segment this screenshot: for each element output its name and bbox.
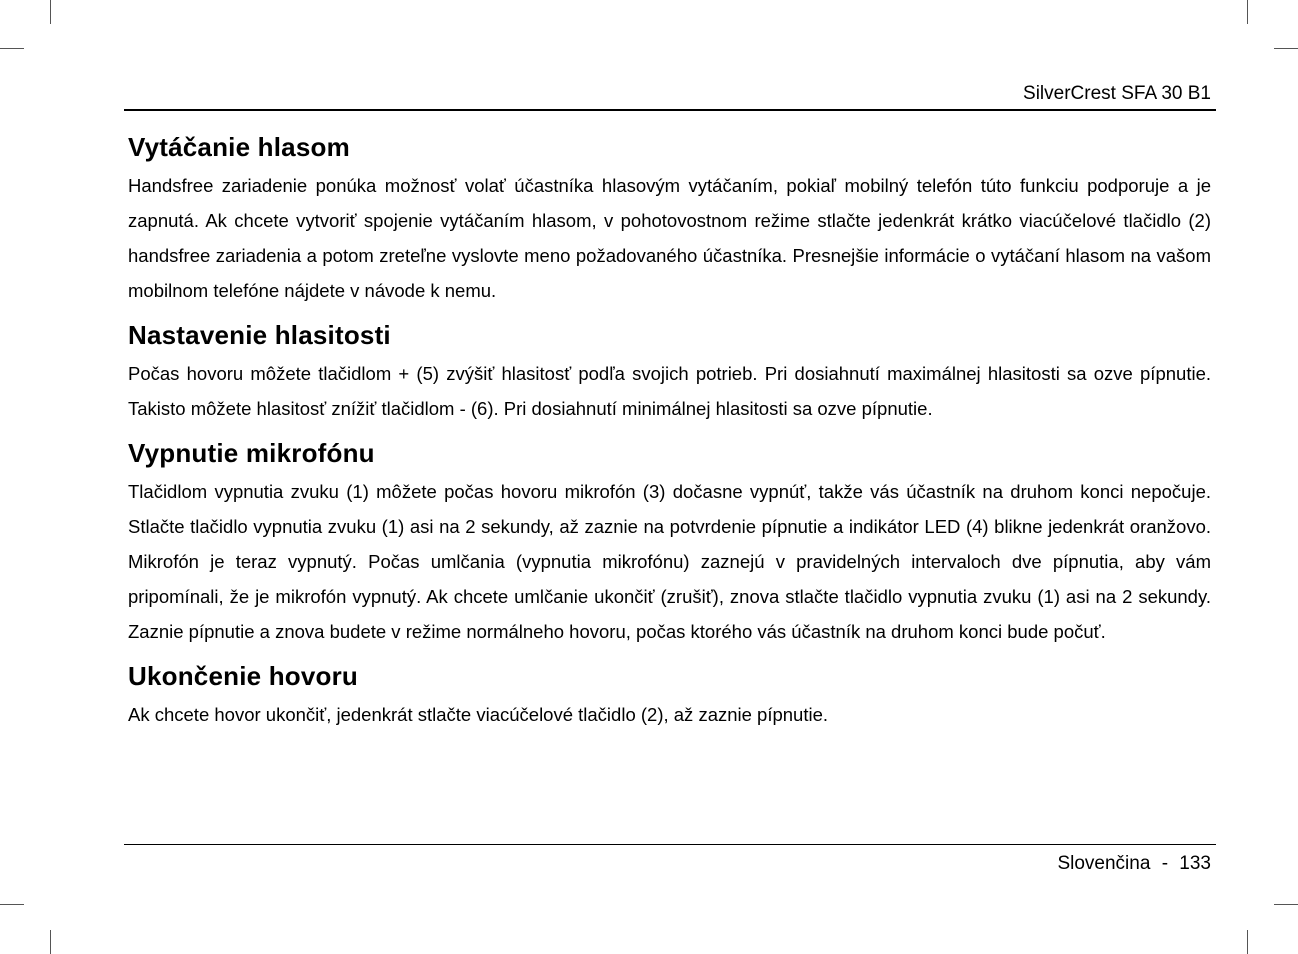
crop-mark — [0, 48, 24, 49]
crop-mark — [50, 0, 51, 24]
section-heading: Vytáčanie hlasom — [128, 132, 350, 162]
crop-mark — [1247, 930, 1248, 954]
footer-language: Slovenčina — [1057, 853, 1151, 874]
section-heading: Nastavenie hlasitosti — [128, 320, 391, 350]
section-paragraph: Tlačidlom vypnutia zvuku (1) môžete počas hovoru mikrofón (3) dočasne vypnúť, takže vás účastník na druhom konci nepočuje. Stlačte tlačidlo vypnutia zvuku (1) asi na 2 sekundy, až zaznie na potvrdenie pípnutie a indikátor LED (4) blikne jedenkrát oranžovo. Mikrofón je teraz vypnutý. Počas umlčania (vypnutia mikrofónu) zaznejú v pravidelných intervaloch dve pípnutia, aby vám pripomínali, že je mikrofón vypnutý. Ak chcete umlčanie ukončiť (zrušiť), znova stlačte tlačidlo vypnutia zvuku (1) asi na 2 sekundy. Zaznie pípnutie a znova budete v režime normálneho hovoru, počas ktorého vás účastník na druhom konci bude počuť. — [128, 481, 1211, 642]
section-paragraph: Ak chcete hovor ukončiť, jedenkrát stlačte viacúčelové tlačidlo (2), až zaznie pípnutie. — [128, 704, 829, 725]
crop-mark — [0, 904, 24, 905]
page-number: 133 — [1179, 853, 1211, 874]
section — [128, 659, 1211, 732]
header-rule — [124, 109, 1216, 111]
crop-mark — [50, 930, 51, 954]
section-paragraph: Počas hovoru môžete tlačidlom + (5) zvýšiť hlasitosť podľa svojich potrieb. Pri dosiahnutí maximálnej hlasitosti sa ozve pípnutie. Takisto môžete hlasitosť znížiť tlačidlom - (6). Pri dosiahnutí minimálnej hlasitosti sa ozve pípnutie. — [128, 363, 1211, 419]
crop-mark — [1274, 904, 1298, 905]
crop-mark — [1247, 0, 1248, 24]
page-footer — [1057, 852, 1211, 876]
section — [128, 436, 1211, 649]
section — [128, 318, 1211, 426]
page-body — [128, 130, 1211, 742]
section-paragraph: Handsfree zariadenie ponúka možnosť volať účastníka hlasovým vytáčaním, pokiaľ mobilný telefón túto funkciu podporuje a je zapnutá. Ak chcete vytvoriť spojenie vytáčaním hlasom, v pohotovostnom režime stlačte jedenkrát krátko viacúčelové tlačidlo (2) handsfree zariadenia a potom zreteľne vyslovte meno požadovaného účastníka. Presnejšie informácie o vytáčaní hlasom na vašom mobilnom telefóne nájdete v návode k nemu. — [128, 175, 1211, 301]
section-heading: Vypnutie mikrofónu — [128, 438, 375, 468]
crop-mark — [1274, 48, 1298, 49]
footer-rule — [124, 844, 1216, 845]
running-header: SilverCrest SFA 30 B1 — [1023, 83, 1211, 104]
section — [128, 130, 1211, 308]
footer-separator: - — [1161, 853, 1169, 874]
section-heading: Ukončenie hovoru — [128, 661, 359, 691]
